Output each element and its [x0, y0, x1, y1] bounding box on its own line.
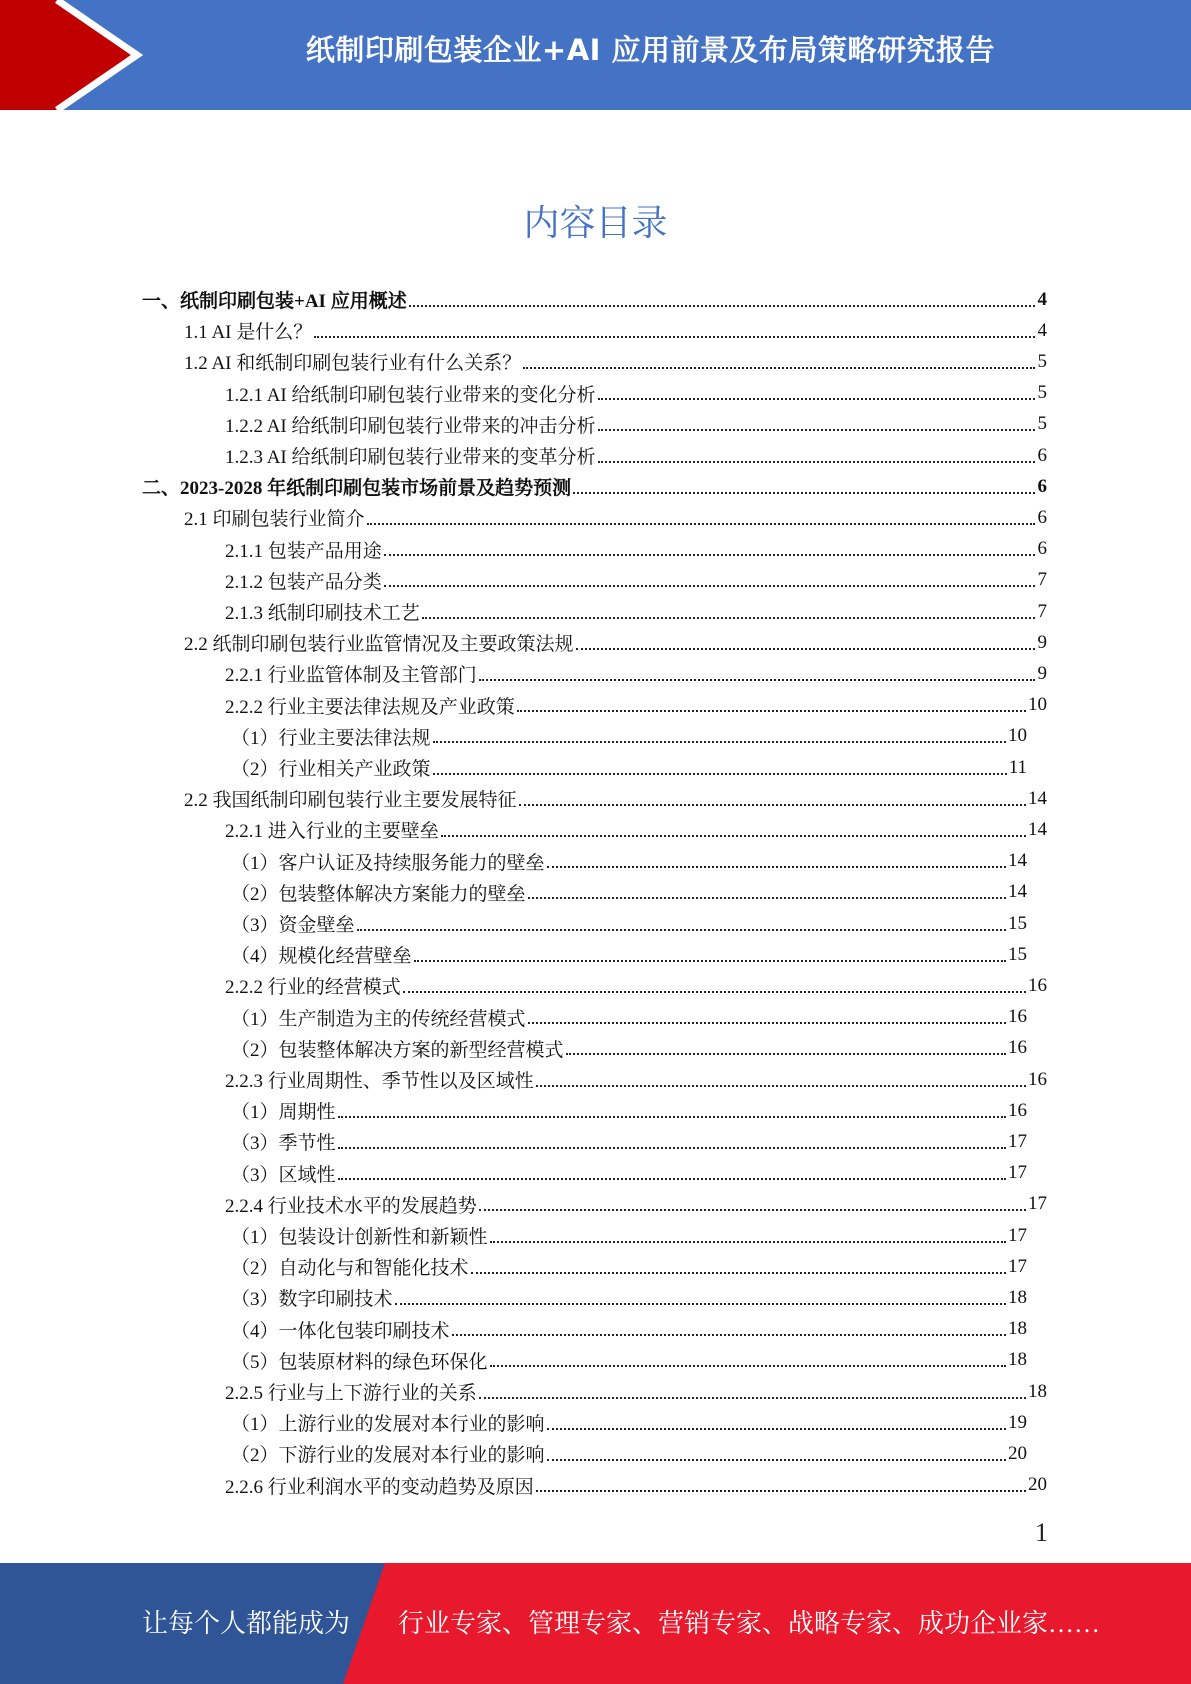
toc-entry[interactable]: [231, 1345, 1027, 1376]
toc-leader-dots: [523, 367, 1035, 369]
toc-entry-page: 20: [1008, 1442, 1027, 1464]
footer-roles: 行业专家、管理专家、营销专家、战略专家、成功企业家……: [398, 1609, 1101, 1638]
toc-leader-dots: [384, 554, 1035, 556]
toc-entry-label: 2.1.3 纸制印刷技术工艺: [225, 603, 420, 624]
toc-entry[interactable]: [231, 846, 1027, 877]
toc-entry[interactable]: [225, 565, 1047, 596]
toc-entry-label: 2.2.3 行业周期性、季节性以及区域性: [225, 1071, 534, 1092]
toc-leader-dots: [367, 523, 1035, 525]
toc-leader-dots: [573, 492, 1035, 494]
toc-entry-label: 二、2023-2028 年纸制印刷包装市场前景及趋势预测: [142, 478, 572, 500]
toc-entry-label: （5）包装原材料的绿色环保化: [231, 1351, 488, 1373]
toc-entry[interactable]: [142, 471, 1047, 502]
toc-leader-dots: [490, 1241, 1006, 1243]
toc-entry-page: 17: [1008, 1255, 1027, 1277]
toc-entry[interactable]: [142, 284, 1047, 315]
toc-entry[interactable]: [231, 721, 1027, 752]
toc-entry-page: 18: [1028, 1380, 1047, 1402]
toc-entry[interactable]: [225, 534, 1047, 565]
toc-entry-label: 1.2.2 AI 给纸制印刷包装行业带来的冲击分析: [225, 415, 596, 437]
toc-entry-page: 16: [1028, 1068, 1047, 1090]
toc-entry-page: 15: [1008, 912, 1027, 934]
toc-entry-label: 2.2.1 行业监管体制及主管部门: [225, 665, 477, 687]
toc-entry-label: （2）自动化与和智能化技术: [231, 1258, 469, 1280]
toc-entry-label: （2）下游行业的发展对本行业的影响: [231, 1445, 545, 1467]
toc-entry-page: 9: [1037, 662, 1047, 684]
toc-entry[interactable]: [231, 1002, 1027, 1033]
toc-entry[interactable]: [231, 752, 1027, 783]
toc-entry-label: 1.2.3 AI 给纸制印刷包装行业带来的变革分析: [225, 447, 596, 468]
toc-leader-dots: [479, 679, 1035, 681]
toc-entry-page: 18: [1008, 1318, 1027, 1340]
toc-entry[interactable]: [184, 627, 1047, 658]
page-number: 1: [1035, 1518, 1048, 1547]
toc-entry[interactable]: [225, 1470, 1047, 1501]
footer-slogan: 让每个人都能成为: [142, 1609, 351, 1638]
toc-entry[interactable]: [231, 1095, 1027, 1126]
toc-leader-dots: [479, 1397, 1026, 1399]
toc-entry-page: 5: [1037, 350, 1047, 372]
toc-entry[interactable]: [225, 690, 1047, 721]
toc-entry-label: 2.1.1 包装产品用途: [225, 540, 382, 562]
toc-leader-dots: [403, 991, 1026, 993]
toc-entry-page: 6: [1037, 444, 1047, 466]
toc-entry-label: 2.2 纸制印刷包装行业监管情况及主要政策法规: [184, 634, 574, 656]
toc-entry-label: 2.2.5 行业与上下游行业的关系: [225, 1383, 477, 1404]
toc-entry-page: 7: [1037, 600, 1047, 622]
toc-entry[interactable]: [225, 1064, 1047, 1095]
toc-entry[interactable]: [231, 1251, 1027, 1282]
toc-leader-dots: [547, 1459, 1006, 1461]
toc-leader-dots: [528, 897, 1006, 899]
toc-entry[interactable]: [231, 1220, 1027, 1251]
toc-entry-page: 4: [1037, 319, 1047, 341]
toc-entry-page: 10: [1008, 725, 1027, 747]
toc-entry-label: （1）生产制造为主的传统经营模式: [231, 1008, 526, 1030]
toc-entry-label: 2.2.2 行业的经营模式: [225, 977, 401, 999]
toc-entry-label: （4）规模化经营壁垒: [231, 946, 412, 968]
toc-entry-page: 5: [1037, 382, 1047, 404]
toc-entry-label: （1）周期性: [231, 1102, 336, 1124]
toc-entry-label: （3）数字印刷技术: [231, 1289, 393, 1311]
toc-leader-dots: [384, 585, 1035, 587]
toc-entry-page: 17: [1028, 1193, 1047, 1215]
toc-leader-dots: [598, 461, 1035, 463]
toc-leader-dots: [547, 1428, 1006, 1430]
toc-leader-dots: [536, 1085, 1026, 1087]
toc-entry-label: （3）区域性: [231, 1164, 336, 1186]
toc-entry-label: 2.1.2 包装产品分类: [225, 571, 382, 593]
footer-banner: [0, 1563, 1191, 1684]
toc-entry-label: （2）包装整体解决方案的新型经营模式: [231, 1039, 564, 1061]
toc-entry[interactable]: [225, 1189, 1047, 1220]
toc-entry-label: （1）上游行业的发展对本行业的影响: [231, 1414, 545, 1436]
toc-entry[interactable]: [231, 877, 1027, 908]
toc-entry[interactable]: [184, 783, 1047, 814]
toc-entry-page: 18: [1008, 1286, 1027, 1308]
toc-leader-dots: [479, 1209, 1026, 1211]
toc-entry-page: 16: [1008, 1037, 1027, 1059]
toc-entry-label: （2）包装整体解决方案能力的壁垒: [231, 883, 526, 905]
toc-leader-dots: [452, 1334, 1006, 1336]
toc-entry-label: 1.2 AI 和纸制印刷包装行业有什么关系？: [184, 353, 522, 375]
toc-entry-page: 16: [1008, 1099, 1027, 1121]
toc-entry[interactable]: [225, 814, 1047, 845]
toc-entry[interactable]: [225, 409, 1047, 440]
toc-entry-page: 17: [1008, 1162, 1027, 1184]
toc-entry-label: 2.2.2 行业主要法律法规及产业政策: [225, 696, 515, 718]
toc-entry-page: 14: [1008, 881, 1027, 903]
toc-entry-page: 17: [1008, 1224, 1027, 1246]
toc-leader-dots: [519, 804, 1026, 806]
toc-entry[interactable]: [231, 1282, 1027, 1313]
toc-entry-page: 19: [1008, 1411, 1027, 1433]
toc-leader-dots: [598, 429, 1035, 431]
toc-entry[interactable]: [231, 1033, 1027, 1064]
toc-entry-page: 14: [1028, 818, 1047, 840]
toc-entry-page: 20: [1028, 1474, 1047, 1496]
toc-leader-dots: [422, 617, 1035, 619]
toc-entry-label: 2.2.6 行业利润水平的变动趋势及原因: [225, 1476, 534, 1498]
toc-entry-label: 2.2.4 行业技术水平的发展趋势: [225, 1195, 477, 1217]
toc-entry[interactable]: [231, 1407, 1027, 1438]
toc-entry-label: （3）资金壁垒: [231, 915, 355, 936]
toc-entry[interactable]: [231, 1158, 1027, 1189]
toc-entry-page: 5: [1037, 413, 1047, 435]
toc-entry[interactable]: [231, 939, 1027, 970]
toc-leader-dots: [338, 1147, 1006, 1149]
toc-entry[interactable]: [225, 596, 1047, 627]
toc-leader-dots: [338, 1116, 1006, 1118]
toc-leader-dots: [517, 710, 1026, 712]
toc-entry-page: 14: [1028, 787, 1047, 809]
toc-entry-page: 16: [1028, 974, 1047, 996]
toc-entry[interactable]: [225, 440, 1047, 471]
toc-leader-dots: [314, 336, 1035, 338]
toc-leader-dots: [433, 773, 1007, 775]
toc-entry-page: 10: [1028, 694, 1047, 716]
toc-entry-label: （1）包装设计创新性和新颖性: [231, 1227, 488, 1248]
toc-entry[interactable]: [225, 1376, 1047, 1407]
toc-entry-label: （1）客户认证及持续服务能力的壁垒: [231, 852, 545, 874]
toc-entry-label: 2.1 印刷包装行业简介: [184, 509, 365, 531]
toc-entry[interactable]: [231, 1314, 1027, 1345]
toc-entry[interactable]: [225, 378, 1047, 409]
toc-entry[interactable]: [184, 346, 1047, 377]
toc-entry[interactable]: [184, 502, 1047, 533]
toc-leader-dots: [414, 960, 1006, 962]
toc-entry-label: 2.2 我国纸制印刷包装行业主要发展特征: [184, 790, 517, 812]
toc-heading: 内容目录: [523, 203, 668, 244]
header-banner: [0, 0, 1191, 110]
toc-entry-page: 9: [1037, 631, 1047, 653]
toc-leader-dots: [576, 648, 1035, 650]
toc-entry[interactable]: [231, 908, 1027, 939]
toc-entry-label: 一、纸制印刷包装+AI 应用概述: [142, 291, 407, 312]
toc-leader-dots: [528, 1022, 1006, 1024]
toc-leader-dots: [357, 929, 1006, 931]
toc-leader-dots: [409, 305, 1035, 307]
toc-entry-page: 6: [1037, 506, 1047, 528]
toc-entry-page: 6: [1037, 538, 1047, 560]
toc-entry-label: （2）行业相关产业政策: [231, 759, 431, 780]
toc-entry[interactable]: [231, 1126, 1027, 1157]
toc-leader-dots: [433, 741, 1006, 743]
toc-entry-page: 4: [1037, 288, 1047, 310]
toc-leader-dots: [338, 1178, 1006, 1180]
toc-entry-page: 11: [1008, 756, 1027, 778]
toc-entry-page: 18: [1008, 1349, 1027, 1371]
toc-leader-dots: [490, 1365, 1006, 1367]
toc-entry-page: 15: [1008, 943, 1027, 965]
toc-entry[interactable]: [225, 970, 1047, 1001]
toc-entry-label: 2.2.1 进入行业的主要壁垒: [225, 821, 439, 843]
toc-leader-dots: [471, 1272, 1006, 1274]
toc-entry[interactable]: [225, 658, 1047, 689]
toc-leader-dots: [395, 1303, 1006, 1305]
toc-leader-dots: [566, 1053, 1006, 1055]
toc-entry-page: 6: [1037, 475, 1047, 497]
toc-entry[interactable]: [184, 315, 1047, 346]
toc-leader-dots: [598, 398, 1035, 400]
toc-entry-page: 7: [1037, 569, 1047, 591]
toc-leader-dots: [441, 835, 1026, 837]
toc-entry[interactable]: [231, 1438, 1027, 1469]
toc-entry-page: 16: [1008, 1006, 1027, 1028]
report-title: 纸制印刷包装企业+AI 应用前景及布局策略研究报告: [305, 33, 996, 67]
toc-entry-label: （3）季节性: [231, 1133, 336, 1155]
toc-entry-page: 14: [1008, 850, 1027, 872]
toc-leader-dots: [547, 866, 1006, 868]
toc-entry-label: 1.2.1 AI 给纸制印刷包装行业带来的变化分析: [225, 384, 596, 406]
toc-entry-label: 1.1 AI 是什么？: [184, 322, 313, 344]
toc-entry-label: （1）行业主要法律法规: [231, 727, 431, 749]
toc-entry-label: （4）一体化包装印刷技术: [231, 1320, 450, 1342]
toc-leader-dots: [536, 1490, 1026, 1492]
toc-entry-page: 17: [1008, 1130, 1027, 1152]
